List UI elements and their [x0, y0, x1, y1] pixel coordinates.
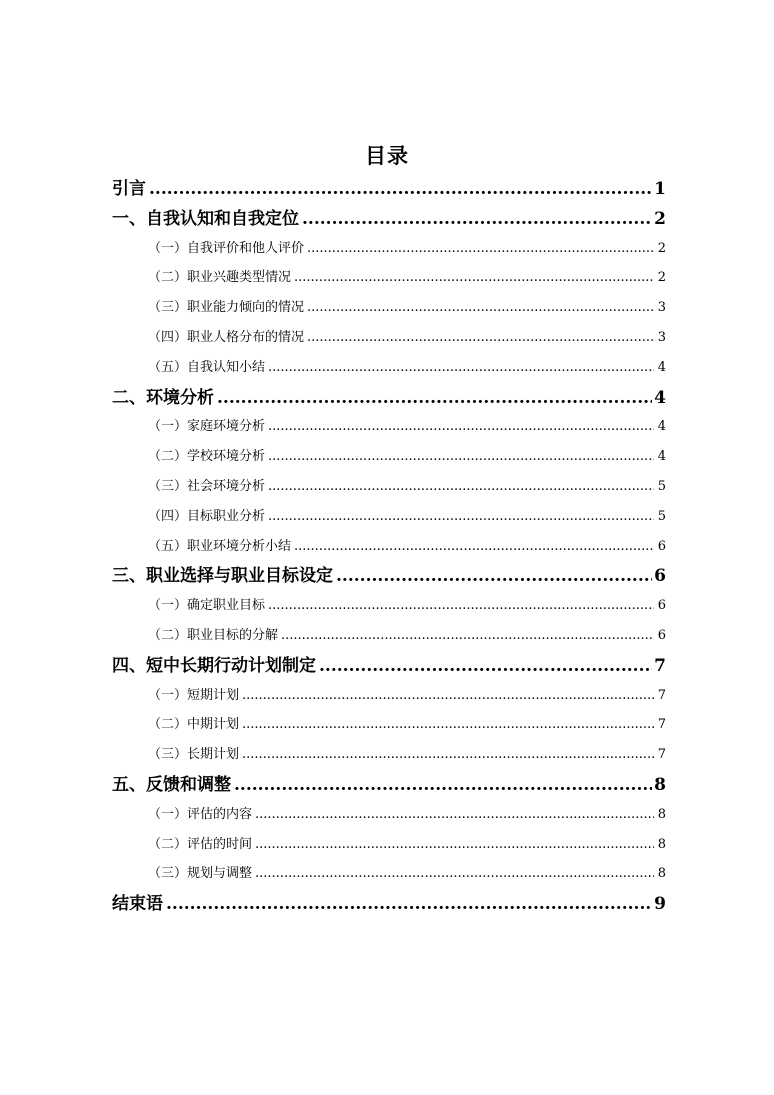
toc-page-number: 4 — [657, 359, 666, 375]
toc-entry-label: 三、职业选择与职业目标设定 — [112, 566, 333, 587]
toc-entry-label: （三）职业能力倾向的情况 — [148, 300, 305, 316]
toc-entry-label: （三）规划与调整 — [148, 866, 253, 882]
toc-page-number: 5 — [657, 508, 666, 524]
page-title: 目录 — [365, 143, 409, 168]
toc-page-number: 7 — [657, 687, 666, 703]
toc-entry-label: （二）学校环境分析 — [148, 449, 266, 465]
toc-page-number: 2 — [657, 270, 666, 286]
toc-dot-leader — [268, 419, 654, 434]
toc-entry-label: 五、反馈和调整 — [112, 774, 231, 795]
toc-page-number: 6 — [654, 566, 666, 587]
toc-dot-leader — [307, 300, 654, 315]
toc-chapter-entry[interactable] — [112, 647, 666, 677]
toc-page-number: 3 — [657, 329, 666, 345]
toc-page-number: 4 — [654, 387, 666, 408]
toc-section-entry[interactable] — [112, 438, 666, 468]
toc-section-entry[interactable] — [112, 617, 666, 647]
toc-page-number: 7 — [657, 747, 666, 763]
toc-section-entry[interactable] — [112, 826, 666, 856]
toc-entry-label: 引言 — [112, 179, 146, 199]
toc-section-entry[interactable] — [112, 796, 666, 826]
toc-dot-leader — [234, 775, 652, 795]
toc-dot-leader — [281, 628, 654, 643]
toc-entry-label: （二）职业目标的分解 — [148, 627, 279, 643]
toc-dot-leader — [268, 479, 654, 494]
toc-dot-leader — [307, 330, 654, 345]
toc-entry-label: （一）家庭环境分析 — [148, 419, 266, 435]
toc-dot-leader — [255, 866, 654, 881]
toc-page-number: 3 — [657, 300, 666, 316]
toc-entry-label: 一、自我认知和自我定位 — [112, 208, 299, 229]
toc-page-number: 4 — [657, 419, 666, 435]
table-of-contents — [112, 170, 666, 915]
toc-entry-label: （一）确定职业目标 — [148, 598, 266, 614]
toc-dot-leader — [242, 717, 654, 732]
toc-dot-leader — [268, 449, 654, 464]
toc-section-entry[interactable] — [112, 736, 666, 766]
toc-entry-label: （四）目标职业分析 — [148, 508, 266, 524]
toc-dot-leader — [255, 807, 654, 822]
toc-entry-label: （二）评估的时间 — [148, 836, 253, 852]
toc-dot-leader — [294, 539, 654, 554]
toc-entry-label: 四、短中长期行动计划制定 — [112, 655, 316, 676]
toc-chapter-entry[interactable] — [112, 766, 666, 796]
toc-section-entry[interactable] — [112, 498, 666, 528]
toc-section-entry[interactable] — [112, 677, 666, 707]
toc-page-number: 9 — [654, 894, 666, 915]
toc-page-number: 2 — [654, 208, 666, 229]
toc-entry-label: （四）职业人格分布的情况 — [148, 329, 305, 345]
toc-page-number: 4 — [657, 449, 666, 465]
toc-chapter-entry[interactable] — [112, 170, 666, 200]
toc-entry-label: （二）中期计划 — [148, 717, 240, 733]
toc-section-entry[interactable] — [112, 289, 666, 319]
toc-page-number: 8 — [654, 774, 666, 795]
toc-dot-leader — [336, 566, 652, 586]
toc-section-entry[interactable] — [112, 408, 666, 438]
toc-page-number: 8 — [657, 866, 666, 882]
toc-dot-leader — [217, 388, 652, 408]
toc-chapter-entry[interactable] — [112, 200, 666, 230]
toc-entry-label: （三）长期计划 — [148, 747, 240, 763]
toc-section-entry[interactable] — [112, 259, 666, 289]
toc-section-entry[interactable] — [112, 706, 666, 736]
toc-dot-leader — [268, 509, 654, 524]
toc-chapter-entry[interactable] — [112, 557, 666, 587]
toc-entry-label: （一）自我评价和他人评价 — [148, 240, 305, 256]
toc-page-number: 2 — [657, 240, 666, 256]
toc-dot-leader — [302, 209, 652, 229]
toc-page-number: 8 — [657, 836, 666, 852]
toc-entry-label: 二、环境分析 — [112, 387, 214, 408]
toc-entry-label: （一）短期计划 — [148, 687, 240, 703]
toc-entry-label: （一）评估的内容 — [148, 806, 253, 822]
toc-dot-leader — [268, 598, 654, 613]
toc-dot-leader — [268, 360, 654, 375]
toc-section-entry[interactable] — [112, 587, 666, 617]
toc-dot-leader — [166, 894, 652, 914]
toc-page-number: 7 — [654, 655, 666, 676]
toc-dot-leader — [242, 747, 654, 762]
toc-chapter-entry[interactable] — [112, 885, 666, 915]
toc-entry-label: 结束语 — [112, 894, 163, 915]
toc-dot-leader — [307, 241, 654, 256]
toc-page-number: 6 — [657, 538, 666, 554]
toc-section-entry[interactable] — [112, 468, 666, 498]
toc-dot-leader — [319, 656, 652, 676]
toc-entry-label: （二）职业兴趣类型情况 — [148, 270, 292, 286]
toc-page-number: 6 — [657, 627, 666, 643]
toc-page-number: 7 — [657, 717, 666, 733]
toc-page-number: 1 — [654, 179, 666, 199]
toc-section-entry[interactable] — [112, 349, 666, 379]
toc-section-entry[interactable] — [112, 319, 666, 349]
toc-entry-label: （五）职业环境分析小结 — [148, 538, 292, 554]
toc-page-number: 8 — [657, 806, 666, 822]
toc-page-number: 5 — [657, 478, 666, 494]
toc-page-number: 6 — [657, 598, 666, 614]
toc-chapter-entry[interactable] — [112, 379, 666, 409]
toc-entry-label: （五）自我认知小结 — [148, 359, 266, 375]
toc-section-entry[interactable] — [112, 528, 666, 558]
toc-dot-leader — [149, 179, 652, 199]
toc-entry-label: （三）社会环境分析 — [148, 478, 266, 494]
toc-section-entry[interactable] — [112, 230, 666, 260]
toc-dot-leader — [294, 270, 654, 285]
toc-section-entry[interactable] — [112, 855, 666, 885]
toc-dot-leader — [255, 837, 654, 852]
toc-dot-leader — [242, 688, 654, 703]
